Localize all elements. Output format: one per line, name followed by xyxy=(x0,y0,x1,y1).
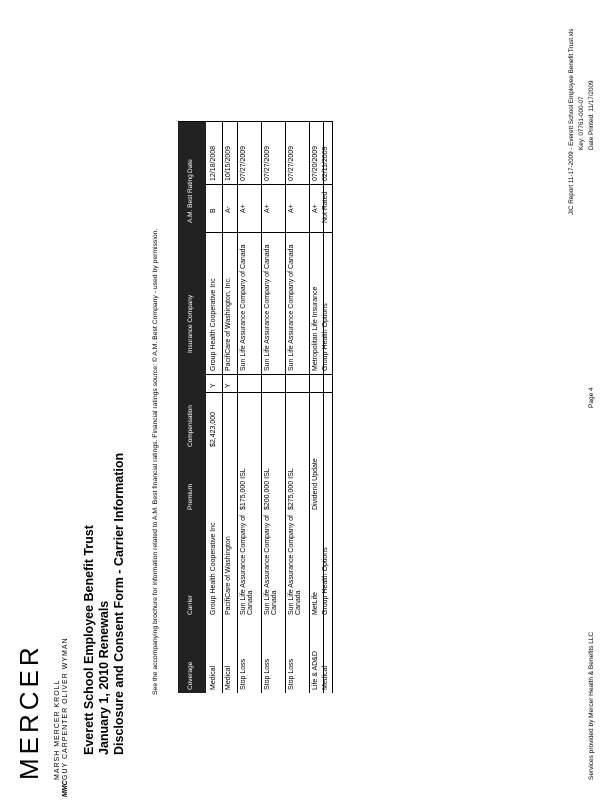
footer-provider: Services provided by Mercer Health & Benefits LLC xyxy=(588,631,595,780)
rating-cell: B xyxy=(210,208,217,213)
premium-cell: Dividend Update xyxy=(312,458,319,510)
insurer-cell: PacifiCare of Washington, Inc. xyxy=(225,277,232,371)
date-cell: 12/18/2008 xyxy=(210,145,217,181)
carrier-cell: Sun Life Assurance Company of Canada xyxy=(240,514,254,615)
footer-report: JIC Report 11-17-2009 - Everett School Employee Benefit Trust.xls xyxy=(568,28,575,215)
logo-subline-2: GUY CARPENTER OLIVER WYMAN xyxy=(62,637,69,780)
footer-key: Key: 07761-000-07 xyxy=(578,96,585,150)
page-title: Everett School Employee Benefit Trust xyxy=(82,525,96,755)
carrier-cell: Group Health Options xyxy=(322,547,329,615)
coverage-cell: Medical xyxy=(210,665,217,690)
header-premium: Premium xyxy=(187,483,194,510)
table-row xyxy=(208,121,222,693)
table-row xyxy=(223,121,237,693)
rating-cell: A- xyxy=(225,206,232,213)
coverage-cell: Life & AD&D xyxy=(312,651,319,690)
table-row xyxy=(262,121,284,693)
flag-cell: Y xyxy=(225,383,232,388)
ratings-note: See the accompanying brochure for information related to A.M. Best financial ratings. Financial ratings source: © A.M. Best Company - used by permission. xyxy=(152,228,159,695)
insurer-cell: Metropolitan Life Insurance xyxy=(312,286,319,371)
rating-cell: A+ xyxy=(312,204,319,213)
mmc-logo: MMC xyxy=(62,780,69,797)
carrier-cell: Sun Life Assurance Company of Canada xyxy=(288,514,302,615)
page-number: Page 4 xyxy=(588,387,595,408)
header-insurance-company: Insurance Company xyxy=(187,294,194,353)
date-cell: 07/27/2009 xyxy=(264,145,271,181)
date-cell: 07/27/2009 xyxy=(288,145,295,181)
coverage-cell: Stop Loss xyxy=(288,658,295,690)
carrier-cell: Sun Life Assurance Company of Canada xyxy=(264,514,278,615)
page-subtitle: January 1, 2010 Renewals xyxy=(97,600,111,755)
date-cell: 07/20/2009 xyxy=(312,145,319,181)
coverage-cell: Stop Loss xyxy=(240,658,247,690)
flag-cell: Y xyxy=(210,383,217,388)
premium-cell: $200,000 ISL xyxy=(264,468,271,510)
carrier-cell: PacifiCare of Washington xyxy=(225,536,232,615)
date-cell: 07/27/2009 xyxy=(240,145,247,181)
header-carrier: Carrier xyxy=(187,595,194,615)
carrier-cell: Group Health Cooperative Inc xyxy=(210,522,217,615)
insurer-cell: Sun Life Assurance Company of Canada xyxy=(240,244,247,371)
header-rating: A.M. Best Rating xyxy=(187,174,194,223)
coverage-cell: Stop Loss xyxy=(264,658,271,690)
table-row xyxy=(322,121,332,693)
header-date: Date xyxy=(187,159,194,173)
footer-date: Date Printed: 11/17/2009 xyxy=(588,80,595,150)
insurer-cell: Group Health Options xyxy=(322,303,329,371)
premium-cell: $275,000 ISL xyxy=(288,468,295,510)
rating-cell: A+ xyxy=(288,204,295,213)
insurer-cell: Group Health Cooperative Inc xyxy=(210,278,217,371)
carrier-cell: MetLife xyxy=(312,592,319,615)
compensation-cell: $2,423,000 xyxy=(210,411,217,447)
insurer-cell: Sun Life Assurance Company of Canada xyxy=(264,244,271,371)
rating-cell: A+ xyxy=(240,204,247,213)
premium-cell: $175,000 ISL xyxy=(240,468,247,510)
coverage-cell: Medical xyxy=(225,665,232,690)
carrier-table xyxy=(178,121,333,693)
date-cell: 10/15/2009 xyxy=(225,145,232,181)
rating-cell: A+ xyxy=(264,204,271,213)
table-row xyxy=(238,121,260,693)
insurer-cell: Sun Life Assurance Company of Canada xyxy=(288,244,295,371)
table-row xyxy=(286,121,308,693)
mercer-logo: MERCER xyxy=(14,643,44,780)
header-compensation: Compensation xyxy=(187,405,194,447)
table-bottom-border xyxy=(332,121,333,693)
coverage-cell: Medical xyxy=(322,665,329,690)
rating-cell: Not Rated xyxy=(322,191,329,223)
form-title: Disclosure and Consent Form - Carrier Information xyxy=(112,452,126,755)
date-cell: 02/11/2009 xyxy=(322,146,329,181)
header-coverage: Coverage xyxy=(187,661,194,690)
logo-subline-1: MARSH MERCER KROLL xyxy=(54,679,61,780)
